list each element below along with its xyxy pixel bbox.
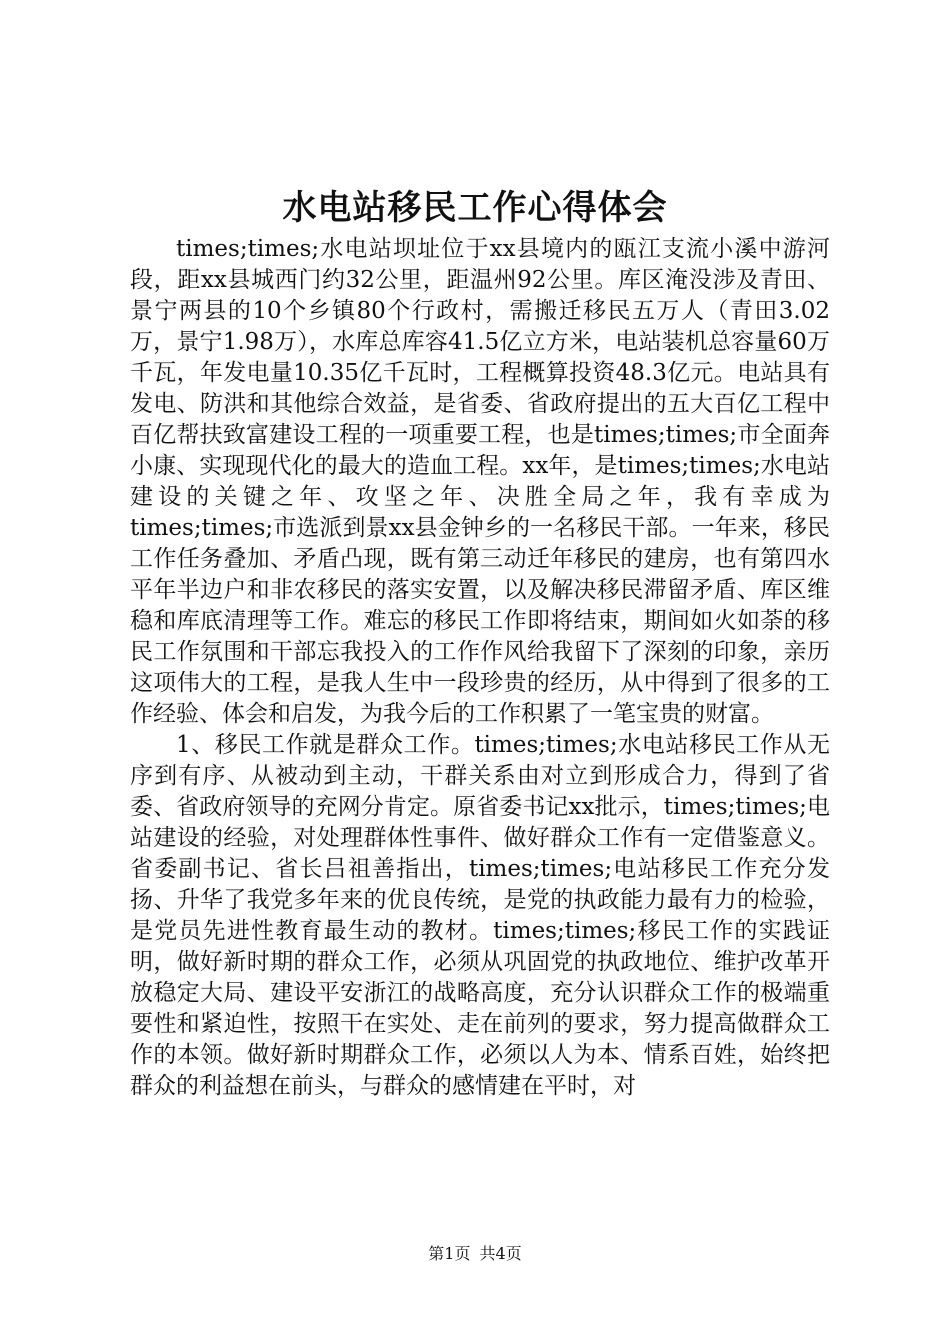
page-number: 第1页 <box>428 1244 471 1263</box>
page-footer <box>0 1244 950 1264</box>
paragraph-point-1: 1、移民工作就是群众工作。times;times;水电站移民工作从无序到有序、从被动到主动，干群关系由对立到形成合力，得到了省委、省政府领导的充网分肯定。原省委书记xx批示，times;times;电站建设的经验，对处理群体性事件、做好群众工作有一定借鉴意义。省委副书记、省长吕祖善指出，times;times;电站移民工作充分发扬、升华了我党多年来的优良传统，是党的执政能力最有力的检验，是党员先进性教育最生动的教材。times;times;移民工作的实践证明，做好新时期的群众工作，必须从巩固党的执政地位、维护改革开放稳定大局、建设平安浙江的战略高度，充分认识群众工作的极端重要性和紧迫性，按照干在实处、走在前列的要求，努力提高做群众工作的本领。做好新时期群众工作，必须以人为本、情系百姓，始终把群众的利益想在前头，与群众的感情建在平时，对 <box>130 732 830 1099</box>
document-body <box>130 234 830 1102</box>
page-total: 共4页 <box>479 1244 522 1263</box>
paragraph-intro: times;times;水电站坝址位于xx县境内的瓯江支流小溪中游河段，距xx县城西门约32公里，距温州92公里。库区淹没涉及青田、景宁两县的10个乡镇80个行政村，需搬迁移民五万人（青田3.02万，景宁1.98万），水库总库容41.5亿立方米，电站装机总容量60万千瓦，年发电量10.35亿千瓦时，工程概算投资48.3亿元。电站具有发电、防洪和其他综合效益，是省委、省政府提出的五大百亿工程中百亿帮扶致富建设工程的一项重要工程，也是times;times;市全面奔小康、实现现代化的最大的造血工程。xx年，是times;times;水电站建设的关键之年、攻坚之年、决胜全局之年，我有幸成为times;times;市选派到景xx县金钟乡的一名移民干部。一年来，移民工作任务叠加、矛盾凸现，既有第三动迁年移民的建房，也有第四水平年半边户和非农移民的落实安置，以及解决移民滞留矛盾、库区维稳和库底清理等工作。难忘的移民工作即将结束，期间如火如荼的移民工作氛围和干部忘我投入的工作作风给我留下了深刻的印象，亲历这项伟大的工程，是我人生中一段珍贵的经历，从中得到了很多的工作经验、体会和启发，为我今后的工作积累了一笔宝贵的财富。 <box>130 236 830 727</box>
document-title: 水电站移民工作心得体会 <box>282 188 668 228</box>
